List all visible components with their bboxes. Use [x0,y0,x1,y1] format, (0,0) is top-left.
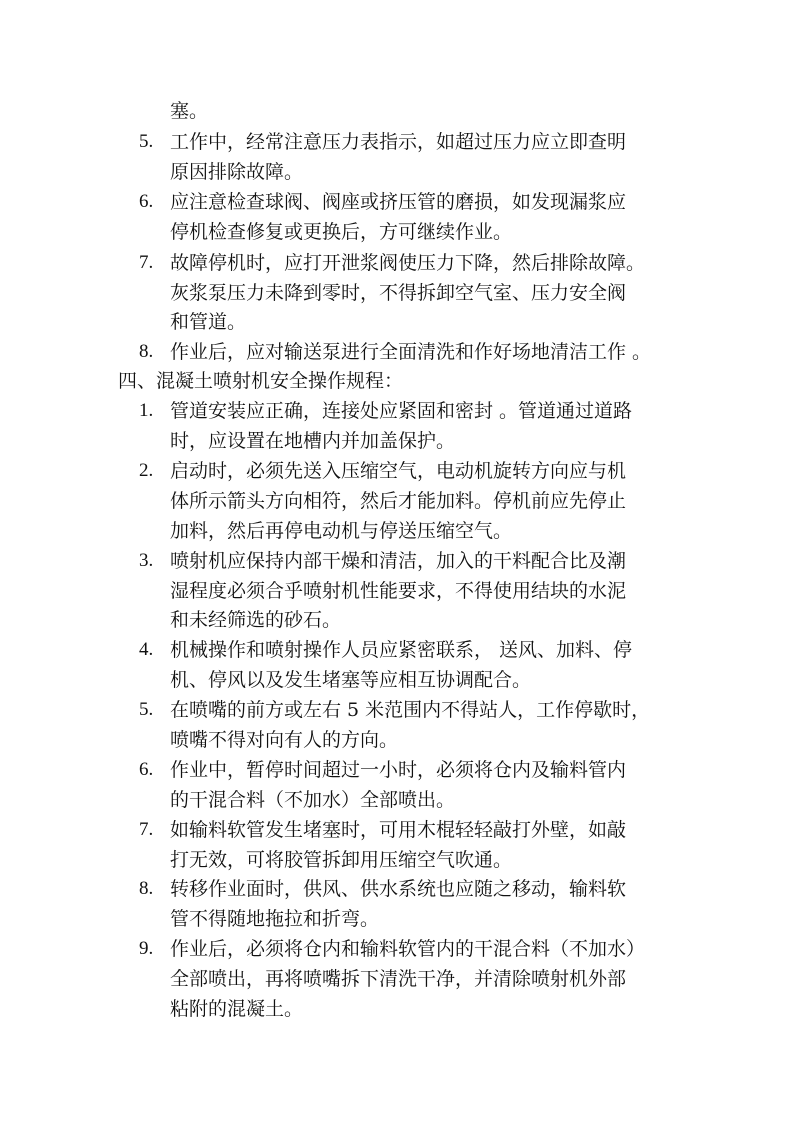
item-line: 在喷嘴的前方或左右 5 米范围内不得站人，工作停歇时， [170,699,651,721]
item-line: 和管道。 [170,311,247,333]
item-line: 喷射机应保持内部干燥和清洁，加入的干料配合比及潮 [170,550,627,572]
item-line: 机、停风以及发生堵塞等应相互协调配合。 [170,669,532,691]
item-number: 2. [139,460,154,481]
item-line: 湿程度必须合乎喷射机性能要求，不得使用结块的水泥 [170,580,627,602]
item-number: 7. [139,252,154,273]
item-number: 5. [139,699,154,720]
item-line: 灰浆泵压力未降到零时，不得拆卸空气室、压力安全阀 [170,282,627,304]
item-number: 8. [139,878,154,899]
item-line: 的干混合料（不加水）全部喷出。 [170,789,456,811]
item-line: 如输料软管发生堵塞时，可用木棍轻轻敲打外壁，如敲 [170,819,627,841]
item-line: 作业后，必须将仓内和输料软管内的干混合料（不加水） [170,938,646,960]
item-line: 启动时，必须先送入压缩空气，电动机旋转方向应与机 [170,460,627,482]
item-line: 全部喷出，再将喷嘴拆下清洗干净，并清除喷射机外部 [170,968,627,990]
item-number: 7. [139,819,154,840]
item-line: 应注意检查球阀、阀座或挤压管的磨损，如发现漏浆应 [170,191,627,213]
item-number: 5. [139,131,154,152]
item-number: 6. [139,191,154,212]
item-number: 9. [139,938,154,959]
item-line: 工作中，经常注意压力表指示，如超过压力应立即查明 [170,131,627,153]
item-line: 时，应设置在地槽内并加盖保护。 [170,430,456,452]
item-line: 体所示箭头方向相符，然后才能加料。停机前应先停止 [170,490,627,512]
item-line: 喷嘴不得对向有人的方向。 [170,729,399,751]
section4-heading: 四、混凝土喷射机安全操作规程： [118,370,404,392]
item-line: 停机检查修复或更换后，方可继续作业。 [170,221,513,243]
item-line: 故障停机时，应打开泄浆阀使压力下降，然后排除故障。 [170,252,646,274]
item-number: 6. [139,759,154,780]
item-number: 8. [139,341,154,362]
item-line: 作业后，应对输送泵进行全面清洗和作好场地清洁工作 。 [170,341,652,363]
item-number: 3. [139,550,154,571]
item-line: 和未经筛选的砂石。 [170,609,342,631]
item-number: 4. [139,639,154,660]
item-line: 转移作业面时，供风、供水系统也应随之移动，输料软 [170,878,627,900]
item-line: 原因排除故障。 [170,161,304,183]
item-number: 1. [139,400,154,421]
item-line: 打无效，可将胶管拆卸用压缩空气吹通。 [170,849,513,871]
item-line: 管不得随地拖拉和折弯。 [170,908,380,930]
item-line: 粘附的混凝土。 [170,998,304,1020]
item-line: 机械操作和喷射操作人员应紧密联系， 送风、加料、停 [170,639,633,661]
continuation-text: 塞。 [170,100,209,122]
item-line: 管道安装应正确，连接处应紧固和密封 。管道通过道路 [170,400,633,422]
item-line: 作业中，暂停时间超过一小时，必须将仓内及输料管内 [170,759,627,781]
item-line: 加料，然后再停电动机与停送压缩空气。 [170,520,513,542]
